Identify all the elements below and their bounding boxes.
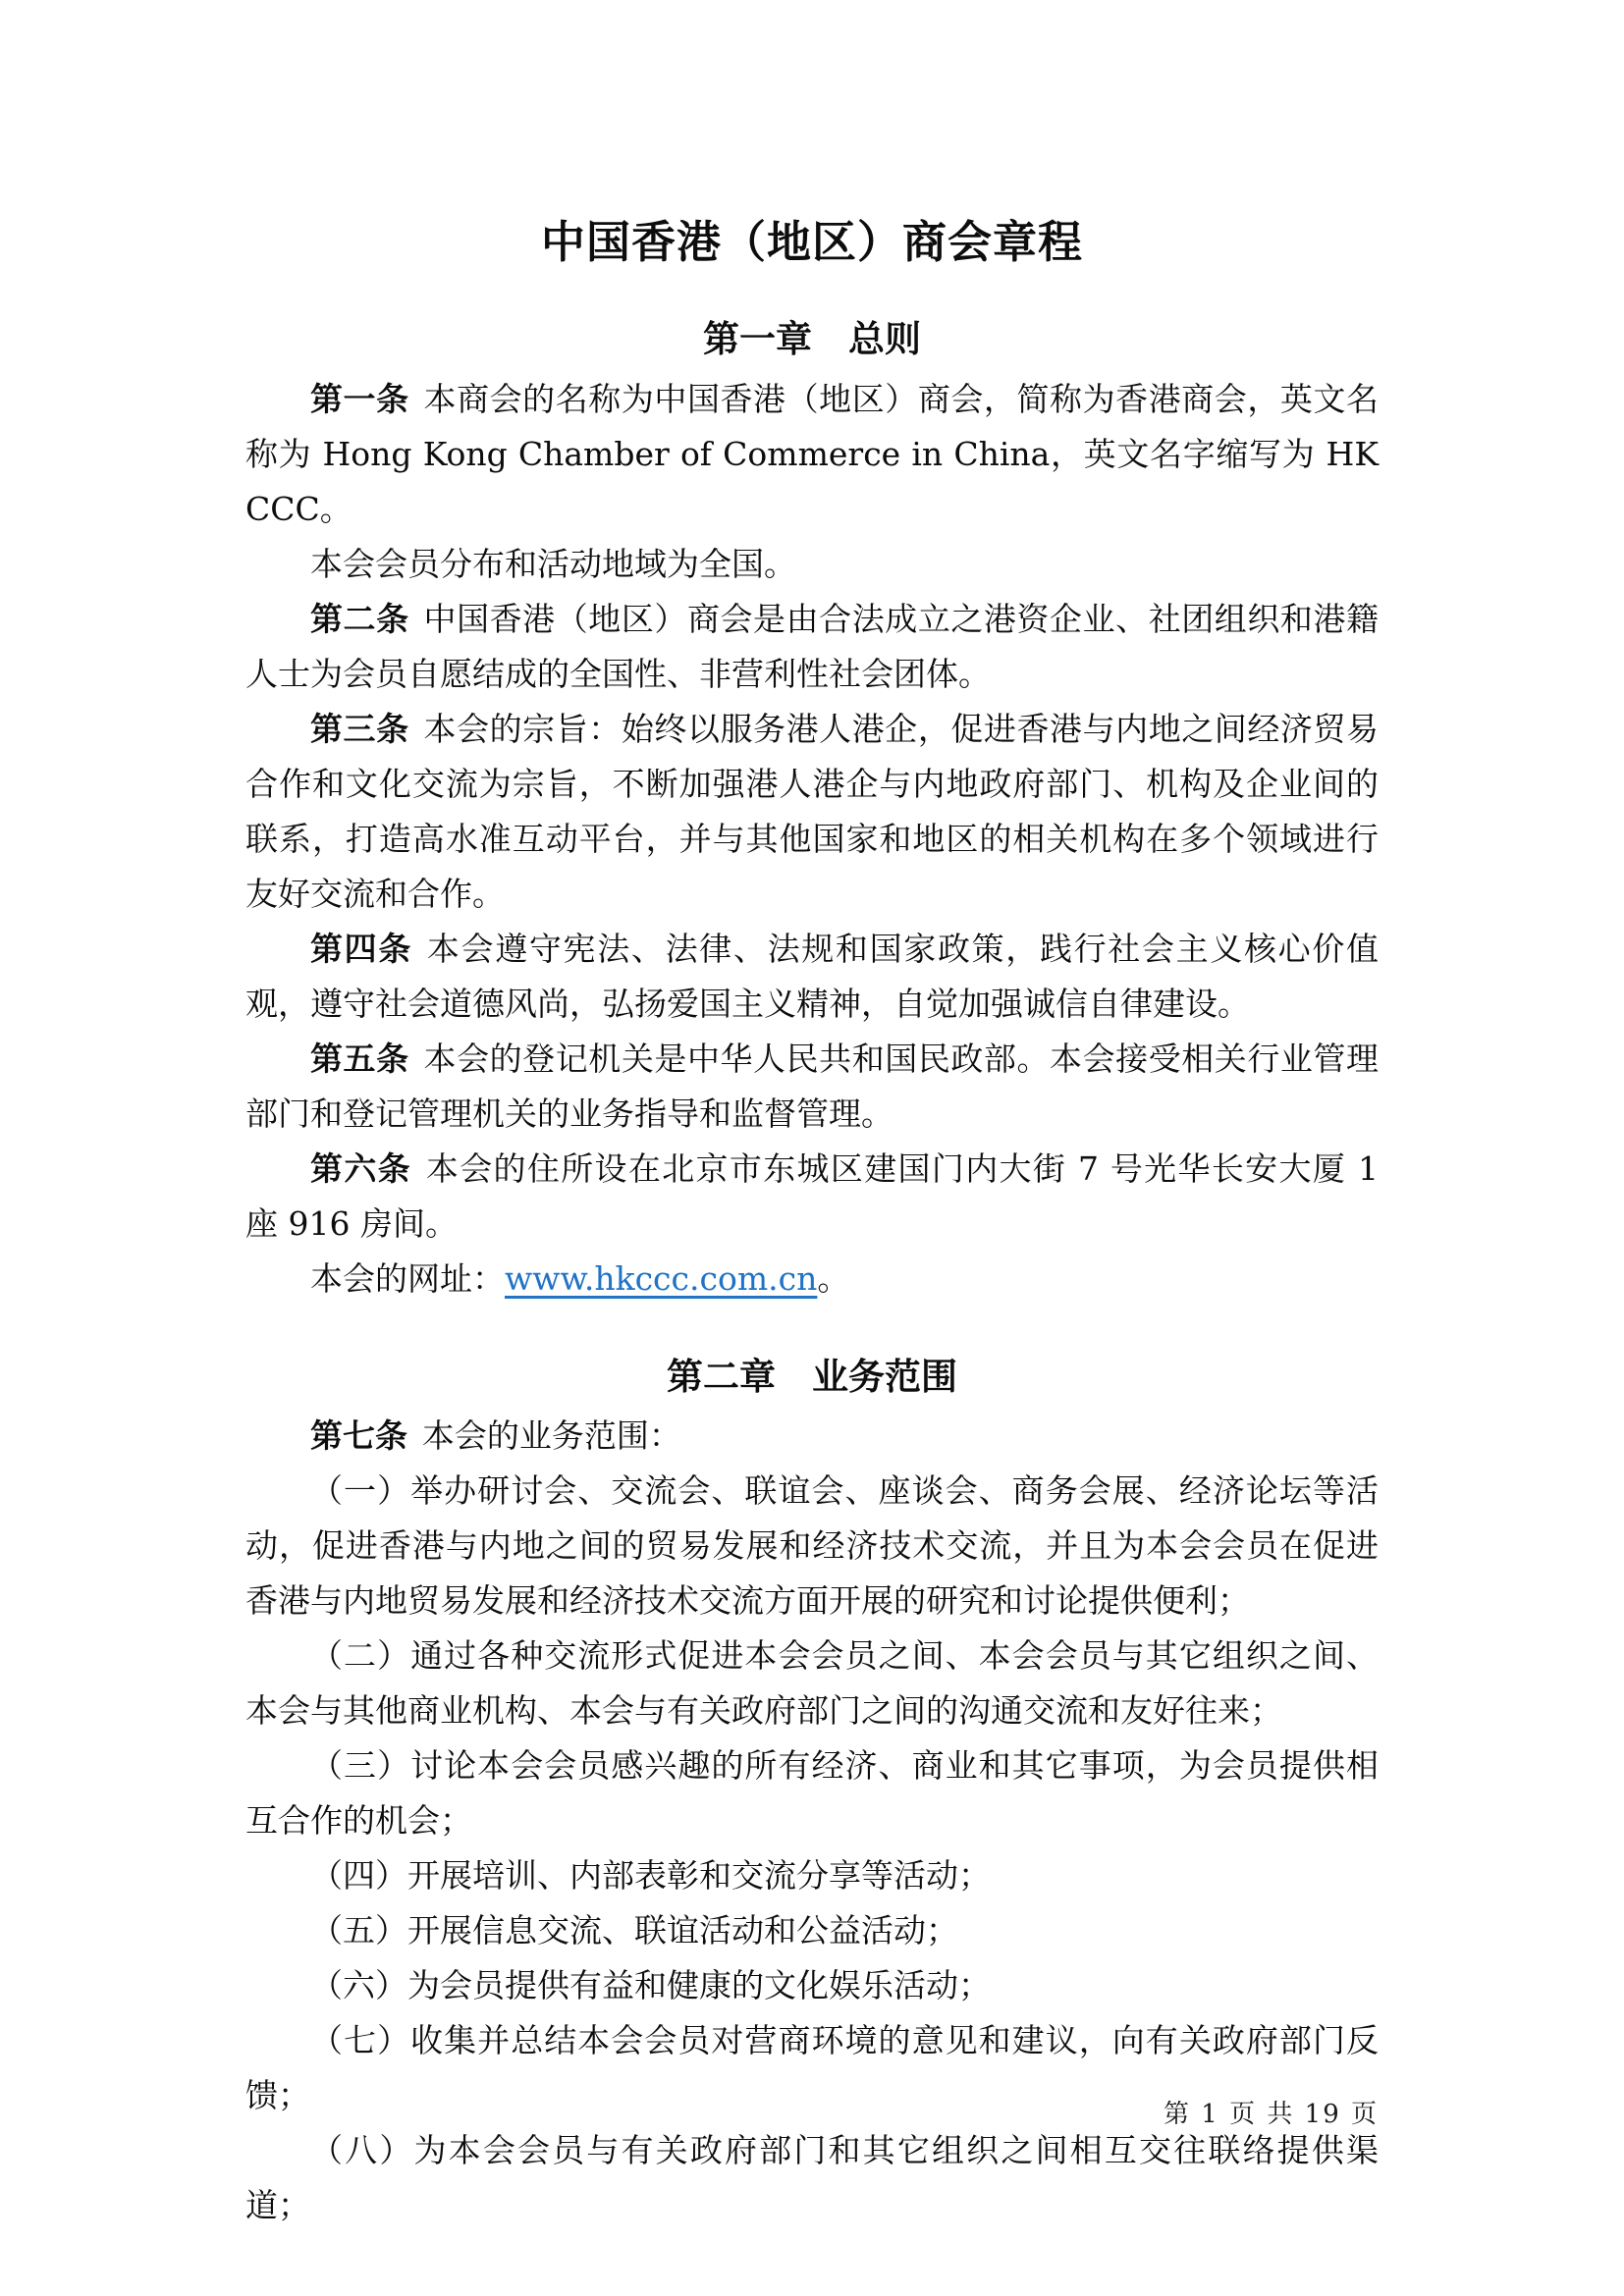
paragraph-text: （二）通过各种交流形式促进本会会员之间、本会会员与其它组织之间、本会与其他商业机构、本会与有关政府部门之间的沟通交流和友好往来； (245, 1636, 1379, 1730)
paragraph-text: 本商会的名称为中国香港（地区）商会，简称为香港商会，英文名称为 Hong Kong Chamber of Commerce in China，英文名字缩写为 HKCCC。 (245, 380, 1380, 528)
article-number-label: 第四条 (310, 930, 413, 968)
list-item-3 (245, 1738, 1379, 1848)
list-item-1 (245, 1464, 1379, 1629)
article-number-label: 第七条 (310, 1416, 407, 1455)
paragraph-text: （五）开展信息交流、联谊活动和公益活动； (310, 1911, 958, 1949)
paragraph-article-2 (245, 592, 1379, 702)
paragraph-text: （八）为本会会员与有关政府部门和其它组织之间相互交往联络提供渠道； (245, 2131, 1379, 2224)
page-number-footer: 第 1 页 共 19 页 (1164, 2100, 1379, 2129)
list-item-6 (245, 1958, 1379, 2013)
paragraph-article-7 (245, 1409, 1379, 1464)
paragraph-article-1 (245, 372, 1379, 537)
paragraph-text: （六）为会员提供有益和健康的文化娱乐活动； (310, 1966, 991, 2004)
paragraph (245, 537, 1379, 592)
chapter-1-heading: 第一章 总则 (703, 317, 921, 360)
paragraph-text: 本会的住所设在北京市东城区建国门内大街 7 号光华长安大厦 1 座 916 房间。 (245, 1149, 1380, 1243)
paragraph-text: 本会遵守宪法、法律、法规和国家政策，践行社会主义核心价值观，遵守社会道德风尚，弘扬爱国主义精神，自觉加强诚信自律建设。 (245, 930, 1379, 1023)
paragraph-text: 本会的业务范围： (421, 1416, 681, 1455)
paragraph-text: 本会的宗旨：始终以服务港人港企，促进香港与内地之间经济贸易合作和文化交流为宗旨，不断加强港人港企与内地政府部门、机构及企业间的联系，打造高水准互动平台，并与其他国家和地区的相关机构在多个领域进行友好交流和合作。 (245, 710, 1380, 913)
chapter-1-body (245, 372, 1379, 1307)
paragraph-text: （一）举办研讨会、交流会、联谊会、座谈会、商务会展、经济论坛等活动，促进香港与内地之间的贸易发展和经济技术交流，并且为本会会员在促进香港与内地贸易发展和经济技术交流方面开展的研究和讨论提供便利； (245, 1471, 1379, 1620)
list-item-8 (245, 2123, 1379, 2233)
paragraph-text: 本会会员分布和活动地域为全国。 (310, 545, 796, 583)
paragraph-article-3 (245, 702, 1379, 922)
article-number-label: 第五条 (310, 1040, 409, 1078)
document-title: 中国香港（地区）商会章程 (540, 216, 1083, 268)
article-number-label: 第一条 (310, 380, 409, 418)
paragraph-article-4 (245, 922, 1379, 1032)
paragraph-article-6 (245, 1142, 1379, 1252)
paragraph-article-5 (245, 1032, 1379, 1142)
article-number-label: 第三条 (310, 710, 409, 748)
paragraph-text: （三）讨论本会会员感兴趣的所有经济、商业和其它事项，为会员提供相互合作的机会； (245, 1746, 1379, 1840)
list-item-5 (245, 1903, 1379, 1958)
list-item-2 (245, 1629, 1379, 1738)
paragraph-text: 本会的登记机关是中华人民共和国民政部。本会接受相关行业管理部门和登记管理机关的业务指导和监督管理。 (245, 1040, 1380, 1133)
article-number-label: 第六条 (310, 1149, 412, 1188)
paragraph-text: 中国香港（地区）商会是由合法成立之港资企业、社团组织和港籍人士为会员自愿结成的全国性、非营利性社会团体。 (245, 600, 1380, 693)
paragraph-website (245, 1252, 1379, 1307)
chapter-2-heading: 第二章 业务范围 (667, 1355, 957, 1398)
paragraph-text: （四）开展培训、内部表彰和交流分享等活动； (310, 1856, 991, 1895)
article-number-label: 第二条 (310, 600, 409, 638)
sentence-end: 。 (817, 1259, 850, 1298)
list-item-4 (245, 1848, 1379, 1903)
website-label: 本会的网址： (310, 1259, 505, 1298)
paragraph-text: （七）收集并总结本会会员对营商环境的意见和建议，向有关政府部门反馈； (245, 2021, 1379, 2114)
website-link[interactable]: www.hkccc.com.cn (505, 1259, 818, 1298)
